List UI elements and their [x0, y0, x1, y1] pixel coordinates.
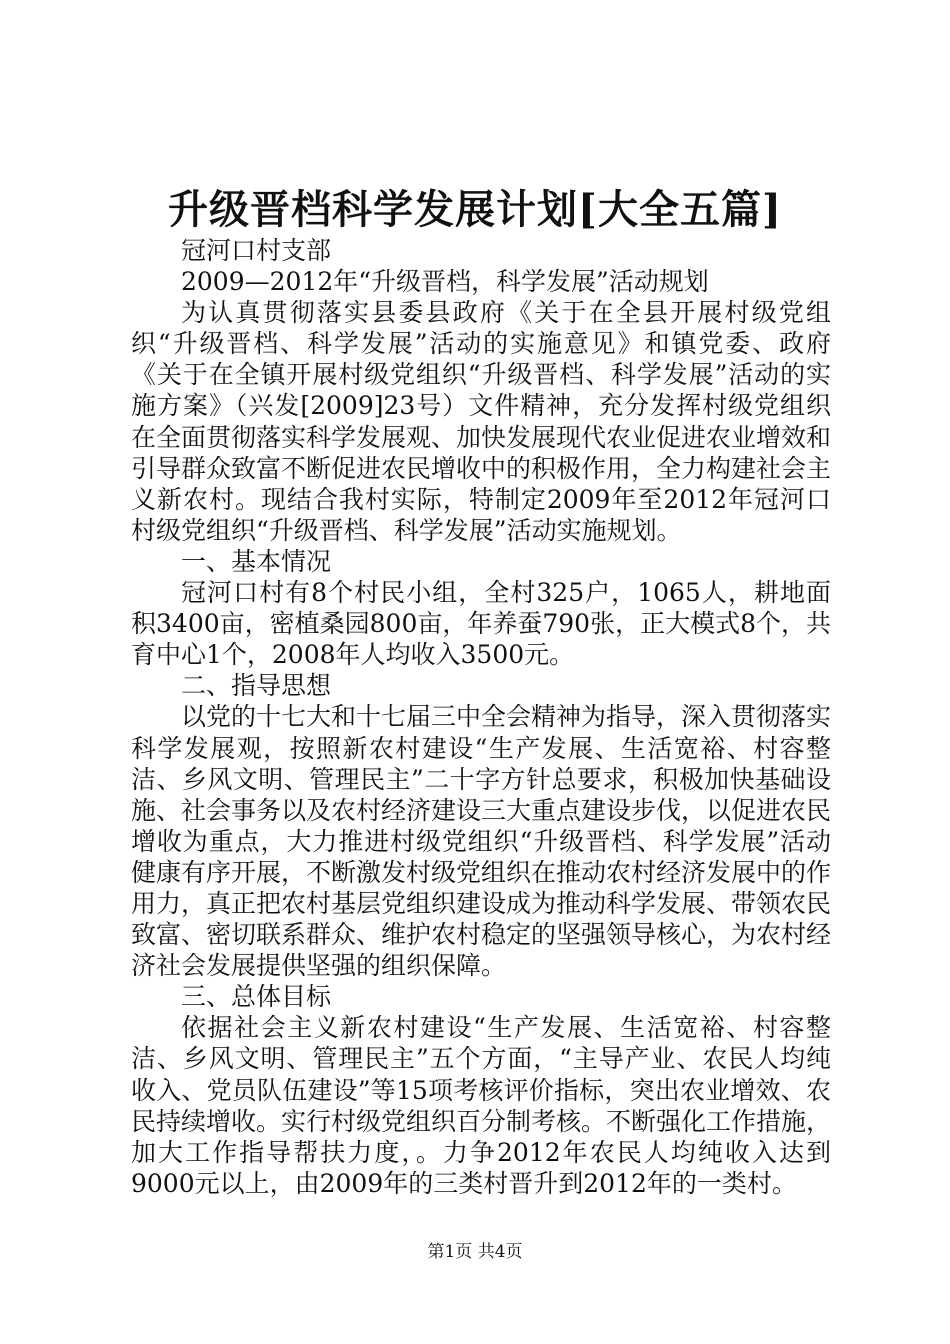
document-body	[131, 235, 831, 1199]
section-heading-overall-goal: 三、总体目标	[181, 982, 332, 1012]
overall-goal-paragraph: 依据社会主义新农村建设“生产发展、生活宽裕、村容整洁、乡风文明、管理民主”五个方面，“主导产业、农民人均纯收入、党员队伍建设”等15项考核评价指标，突出农业增效、农民持续增收。实行村级党组织百分制考核。不断强化工作措施，加大工作指导帮扶力度，。力争2012年农民人均纯收入达到9000元以上，由2009年的三类村晋升到2012年的一类村。	[131, 1013, 832, 1198]
party-branch-name: 冠河口村支部	[181, 236, 332, 265]
section-heading-guiding-thought: 二、指导思想	[181, 671, 332, 701]
page-number-footer: 第1页 共4页	[427, 1242, 523, 1262]
intro-paragraph: 为认真贯彻落实县委县政府《关于在全县开展村级党组织“升级晋档、科学发展”活动的实施意见》和镇党委、政府《关于在全镇开展村级党组织“升级晋档、科学发展”活动的实施方案》（兴发[2009]23号）文件精神，充分发挥村级党组织在全面贯彻落实科学发展观、加快发展现代农业促进农业增效和引导群众致富不断促进农民增收中的积极作用，全力构建社会主义新农村。现结合我村实际，特制定2009年至2012年冠河口村级党组织“升级晋档、科学发展”活动实施规划。	[131, 298, 832, 545]
document-title: 升级晋档科学发展计划[大全五篇]	[168, 186, 782, 233]
basic-situation-paragraph: 冠河口村有8个村民小组，全村325户，1065人，耕地面积3400亩，密植桑园800亩，年养蚕790张，正大模式8个，共育中心1个，2008年人均收入3500元。	[131, 578, 831, 670]
guiding-thought-paragraph: 以党的十七大和十七届三中全会精神为指导，深入贯彻落实科学发展观，按照新农村建设“生产发展、生活宽裕、村容整洁、乡风文明、管理民主”二十字方针总要求，积极加快基础设施、社会事务以及农村经济建设三大重点建设步伐，以促进农民增收为重点，大力推进村级党组织“升级晋档、科学发展”活动健康有序开展，不断激发村级党组织在推动农村经济发展中的作用力，真正把农村基层党组织建设成为推动科学发展、带领农民致富、密切联系群众、维护农村稳定的坚强领导核心，为农村经济社会发展提供坚强的组织保障。	[131, 702, 832, 981]
section-heading-basic-situation: 一、基本情况	[181, 546, 332, 576]
plan-title: 2009—2012年“升级晋档，科学发展”活动规划	[181, 267, 709, 297]
